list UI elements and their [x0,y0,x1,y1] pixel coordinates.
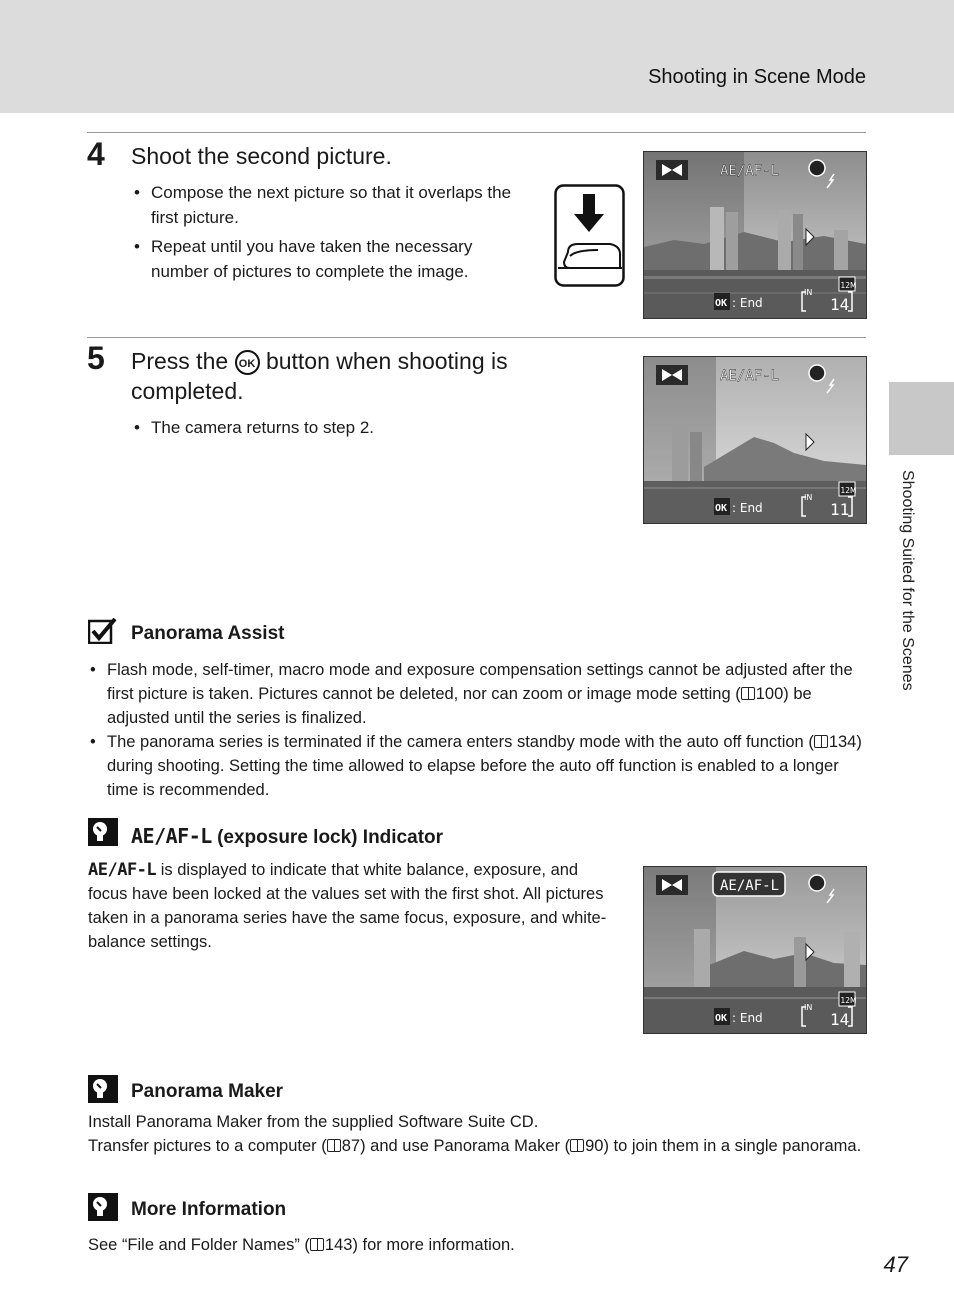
book-ref-icon [570,1139,584,1152]
note-title: AE/AF-L (exposure lock) Indicator [131,824,444,848]
book-ref-icon [310,1238,324,1251]
list-item: • The camera returns to step 2. [132,415,532,440]
note-body: See “File and Folder Names” ( 143) for more information. [88,1236,515,1254]
ok-label: OK [715,503,728,514]
end-label: : End [732,296,763,310]
ok-label: OK [715,1013,728,1024]
end-label: : End [732,501,763,515]
step-number: 5 [87,340,105,376]
list-item: • Repeat until you have taken the necessary number of pictures to complete the image. [132,234,532,284]
list-item: • Flash mode, self-timer, macro mode and exposure compensation settings cannot be adjusted after the first picture is taken. Pictures cannot be deleted, nor can zoom or image mode setting ( 100) be adjusted until the series is finalized. [88,658,868,730]
step-title [131,346,541,406]
chapter-side-label: Shooting Suited for the Scenes [899,470,916,691]
aeafl-label: AE/AF-L [720,878,780,894]
step-title-post: button when shooting is completed. [131,348,508,404]
ok-label: OK [715,298,728,309]
resolution-label: 12M [840,281,857,290]
tip-icon [88,818,118,851]
aeafl-label: AE/AF-L [720,163,780,179]
memory-label: IN [804,493,813,502]
note-body: AE/AF-L is displayed to indicate that white balance, exposure, and focus have been locked at the values set with the first shot. All pictures taken in a panorama series have the same focus, exposure, and white-balance settings. [88,860,607,951]
body-line: Install Panorama Maker from the supplied Software Suite CD. [88,1113,539,1131]
resolution-label: 12M [840,996,857,1005]
step-bullets [132,180,532,284]
divider [87,132,866,133]
memory-label: IN [804,288,813,297]
end-label: : End [732,1011,763,1025]
chapter-tab [889,382,954,455]
page-header-title: Shooting in Scene Mode [648,66,866,88]
book-ref-icon [814,735,828,748]
step-number: 4 [87,136,105,172]
note-title: Panorama Assist [131,623,285,644]
frame-count: 14 [830,295,850,314]
checkmark-icon [88,618,118,649]
camera-screen-aeafl [643,866,867,1034]
list-item: • Compose the next picture so that it overlaps the first picture. [132,180,532,230]
ok-button-icon: OK [235,350,260,375]
frame-count: 11 [830,500,850,519]
divider [87,337,866,338]
shutter-press-icon [554,184,625,287]
frame-count: 14 [830,1010,850,1029]
note-bullets [88,658,868,802]
resolution-label: 12M [840,486,857,495]
tip-icon [88,1075,118,1108]
book-ref-icon [741,687,755,700]
book-ref-icon [327,1139,341,1152]
header-band [0,0,954,113]
step-bullets [132,415,532,440]
aeafl-label: AE/AF-L [720,368,780,384]
note-title: More Information [131,1199,287,1220]
camera-screen-step4 [643,151,867,319]
step-title-pre: Press the [131,348,229,374]
aeafl-glyph: AE/AF-L [88,860,157,880]
note-title: Panorama Maker [131,1081,284,1102]
page-number: 47 [883,1252,908,1277]
body-line: Transfer pictures to a computer ( 87) and use Panorama Maker ( 90) to join them in a single panorama. [88,1137,862,1155]
step-title: Shoot the second picture. [131,143,392,169]
list-item: • The panorama series is terminated if the camera enters standby mode with the auto off function ( 134) during shooting. Setting the time allowed to elapse before the auto off function is enabled to a longer time is recommended. [88,730,868,802]
camera-screen-step5 [643,356,867,524]
note-body [88,1110,868,1158]
tip-icon [88,1193,118,1226]
memory-label: IN [804,1003,813,1012]
aeafl-glyph: AE/AF-L [131,824,212,848]
